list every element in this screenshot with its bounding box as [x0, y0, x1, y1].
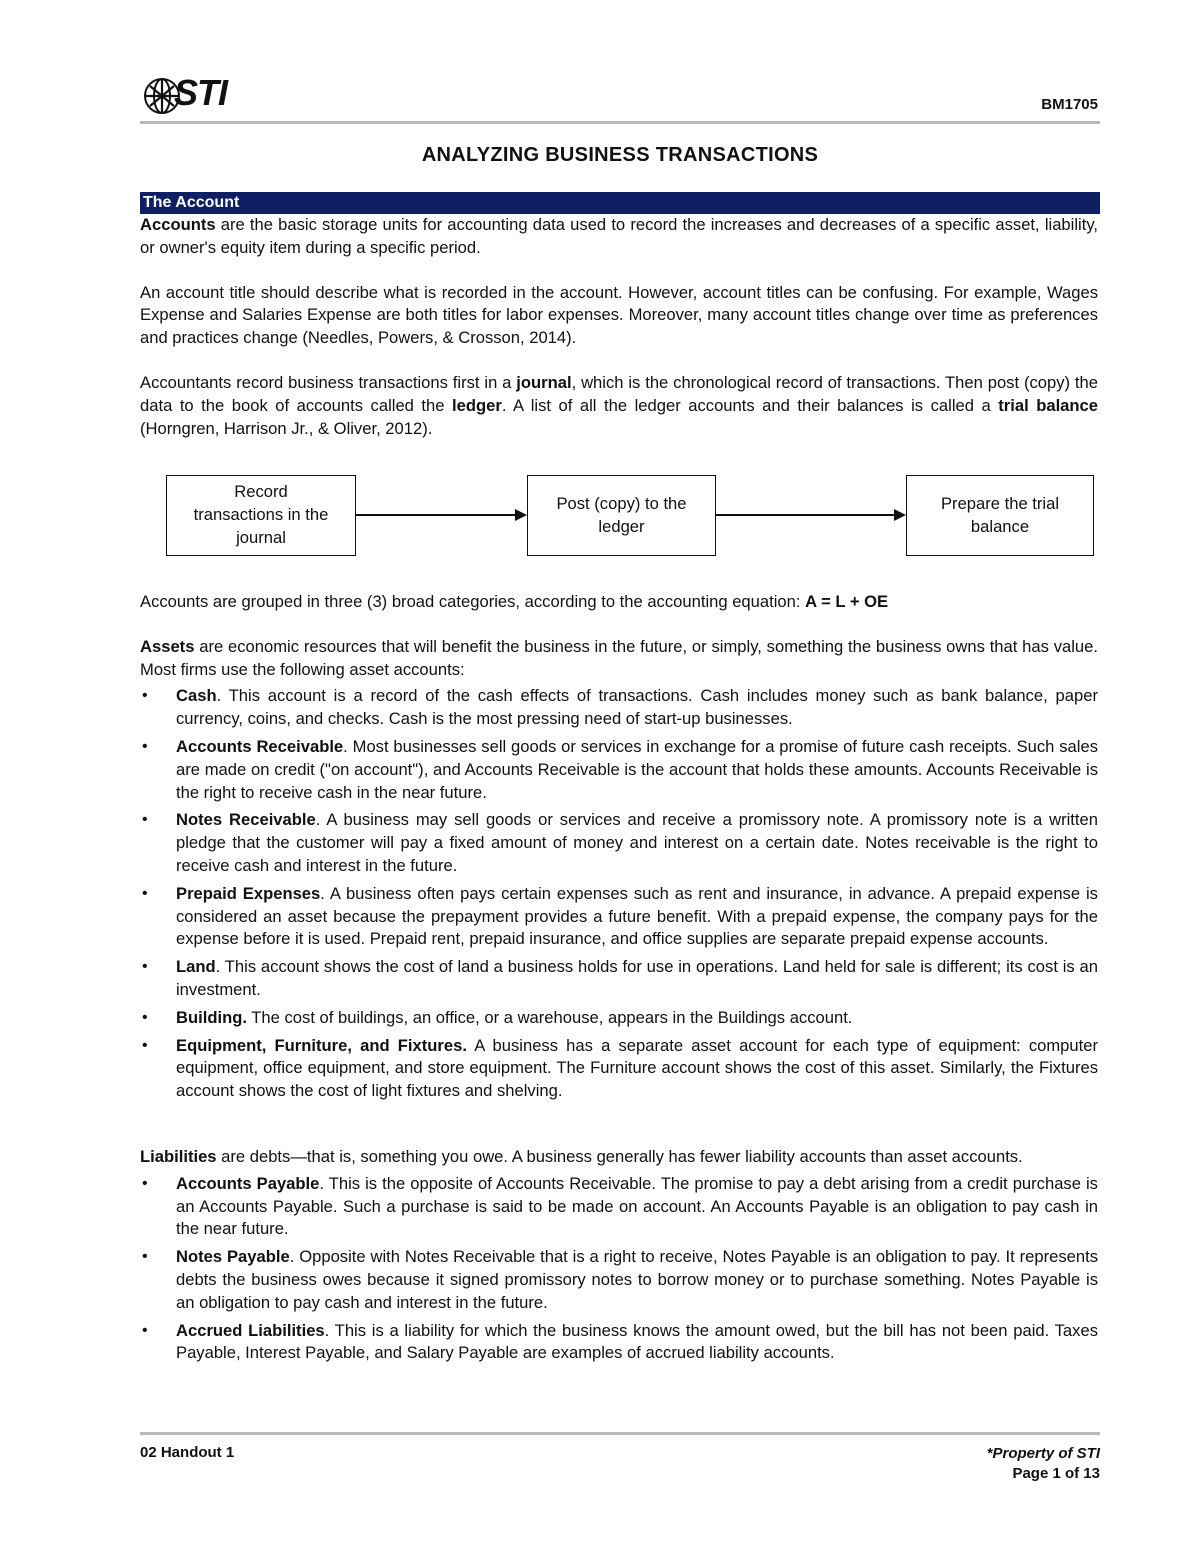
paragraph-categories	[140, 591, 1098, 614]
header-divider	[140, 121, 1100, 124]
list-item	[140, 956, 1098, 1002]
item-term: Accounts Receivable	[176, 736, 344, 756]
item-text: . This account is a record of the cash effects of transactions. Cash includes money such as bank balance, paper currency, coins, and checks. Cash is the most pressing need of start-up businesses.	[176, 686, 1098, 729]
item-text: . A business often pays certain expenses such as rent and insurance, in advance. A prepaid expense is considered an asset because the prepayment provides a future benefit. With a prepaid expense, the company pays for the expense before it is used. Prepaid rent, prepaid insurance, and office supplies are separate prepaid expense accounts.	[176, 883, 1098, 949]
flow-step-record: Record transactions in the journal	[166, 475, 356, 556]
list-item	[140, 1246, 1098, 1314]
page-number: Page 1 of 13	[1012, 1465, 1100, 1482]
paragraph-liabilities	[140, 1146, 1098, 1169]
footer-divider	[140, 1432, 1100, 1435]
item-text: A business has a separate asset account for each type of equipment: computer equipment, office equipment, and store equipment. The Furniture account shows the cost of this asset. Similarly, the Fixtures account shows the cost of light fixtures and shelving.	[176, 1035, 1099, 1101]
item-term: Accrued Liabilities	[176, 1320, 325, 1340]
term-ledger: ledger	[452, 395, 502, 415]
item-text: . A business may sell goods or services and receive a promissory note. A promissory note is a written pledge that the customer will pay a fixed amount of money and interest on a certain date. Notes receivable is the right to receive cash and interest in the future.	[176, 810, 1098, 875]
item-term: Land	[176, 957, 216, 977]
list-item	[140, 883, 1098, 951]
item-term: Equipment, Furniture, and Fixtures.	[176, 1035, 467, 1055]
paragraph-text: (Horngren, Harrison Jr., & Oliver, 2012).	[140, 418, 433, 438]
property-notice: *Property of STI	[986, 1445, 1100, 1462]
paragraph-text: are debts—that is, something you owe. A business generally has fewer liability accounts than asset accounts.	[216, 1147, 1023, 1166]
term-liabilities: Liabilities	[140, 1147, 217, 1166]
item-text: . This is the opposite of Accounts Receivable. The promise to pay a debt arising from a credit purchase is an Accounts Payable. Such a purchase is said to be made on account. An Accounts Payable is an obligation to pay cash in the near future.	[176, 1173, 1098, 1239]
accounting-equation: A = L + OE	[805, 592, 889, 611]
paragraph-account-title: An account title should describe what is recorded in the account. However, account titles can be confusing. For example, Wages Expense and Salaries Expense are both titles for labor expenses. Moreover, many account titles change over time as preferences and practices change (Needles, Powers, & Crosson, 2014).	[140, 282, 1098, 348]
paragraph-text: are economic resources that will benefit the business in the future, or simply, something the business owns that has value. Most firms use the following asset accounts:	[140, 636, 1098, 679]
paragraph-text: are the basic storage units for accounting data used to record the increases and decreases of a specific asset, liability, or owner's equity item during a specific period.	[140, 215, 1098, 257]
item-text: . This is a liability for which the business knows the amount owed, but the bill has not been paid. Taxes Payable, Interest Payable, and Salary Payable are examples of accrued liability accounts.	[176, 1320, 1098, 1363]
item-term: Prepaid Expenses	[176, 883, 321, 903]
section-heading: The Account	[140, 192, 1100, 214]
item-term: Building.	[176, 1007, 247, 1027]
paragraph-text: . A list of all the ledger accounts and their balances is called a	[501, 395, 999, 415]
term-accounts: Accounts	[140, 215, 216, 234]
document-code: BM1705	[1041, 96, 1098, 113]
term-journal: journal	[516, 372, 572, 392]
list-item	[140, 809, 1098, 877]
footer-right	[987, 1444, 1100, 1484]
paragraph-text: Accounts are grouped in three (3) broad categories, according to the accounting equation:	[140, 592, 806, 611]
paragraph-accounts-definition	[140, 214, 1098, 260]
flow-arrow-icon	[716, 507, 906, 523]
account-intro	[140, 214, 1098, 440]
asset-accounts-list	[140, 685, 1098, 1103]
flow-step-prepare: Prepare the trial balance	[906, 475, 1094, 556]
list-item	[140, 1035, 1098, 1103]
handout-label: 02 Handout 1	[140, 1444, 235, 1461]
list-item	[140, 736, 1098, 804]
item-text: . Opposite with Notes Receivable that is a right to receive, Notes Payable is an obligation to pay. It represents debts the business owes because it signed promissory notes to borrow money or to purchase something. Notes Payable is an obligation to pay cash and interest in the future.	[176, 1247, 1098, 1312]
item-term: Notes Payable	[176, 1247, 290, 1267]
list-item	[140, 685, 1098, 731]
flow-arrow-icon	[356, 507, 527, 523]
paragraph-journal-ledger	[140, 372, 1098, 440]
page-title: ANALYZING BUSINESS TRANSACTIONS	[421, 144, 819, 166]
paragraph-text: , which is the chronological record of transactions. Then post (copy) the data to the book of accounts called the	[140, 372, 1098, 415]
item-text: . This account shows the cost of land a business holds for use in operations. Land held for sale is different; its cost is an investment.	[176, 957, 1098, 999]
flow-step-post: Post (copy) to the ledger	[527, 475, 716, 556]
liabilities-section	[140, 1146, 1098, 1370]
logo-wordmark: STI	[174, 72, 228, 113]
item-text: . Most businesses sell goods or services in exchange for a promise of future cash receipts. Such sales are made on credit ("on account"), and Accounts Receivable is the account that holds these amounts. Accounts Receivable is the right to receive cash in the near future.	[176, 736, 1098, 802]
item-term: Cash	[176, 686, 217, 706]
term-trial-balance: trial balance	[998, 395, 1098, 415]
list-item	[140, 1320, 1098, 1366]
assets-section	[140, 591, 1098, 1108]
paragraph-text: Accountants record business transactions first in a	[140, 372, 517, 392]
term-assets: Assets	[140, 636, 195, 656]
list-item	[140, 1007, 1098, 1030]
item-term: Accounts Payable	[176, 1173, 320, 1193]
paragraph-assets	[140, 636, 1098, 682]
list-item	[140, 1173, 1098, 1241]
liability-accounts-list	[140, 1173, 1098, 1365]
item-text: The cost of buildings, an office, or a warehouse, appears in the Buildings account.	[246, 1007, 853, 1027]
item-term: Notes Receivable	[176, 810, 316, 830]
